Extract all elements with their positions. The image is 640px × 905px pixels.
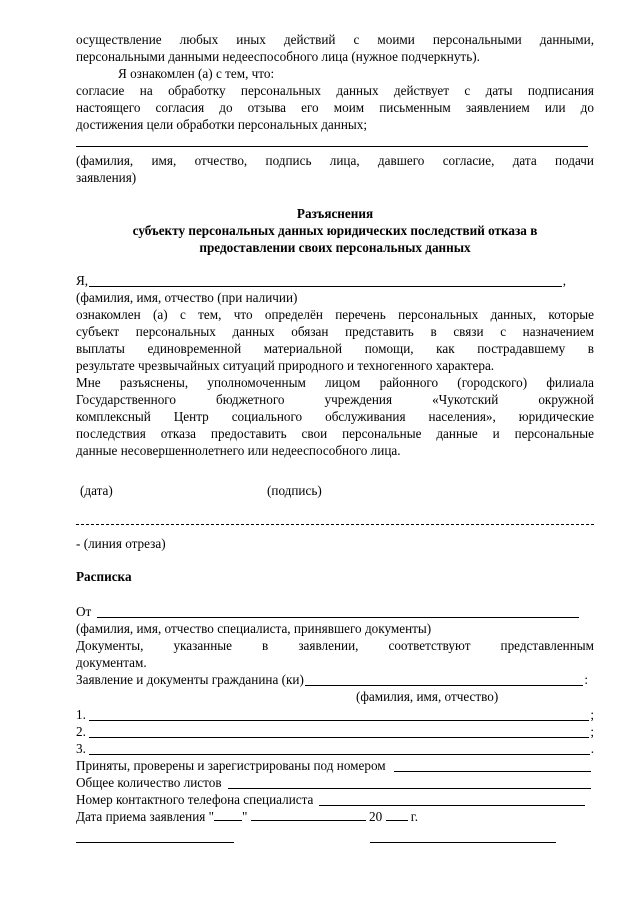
from-label: От: [76, 604, 92, 619]
doc-item-field[interactable]: [89, 708, 589, 721]
paragraph-line: Документы, указанные в заявлении, соответствуют представленным: [76, 638, 594, 653]
paragraph-line: достижения цели обработки персональных данных;: [76, 117, 368, 132]
registration-row: [76, 757, 592, 774]
paragraph-line: Я ознакомлен (а) с тем, что:: [118, 66, 275, 81]
specialist-signature-line[interactable]: [76, 842, 234, 843]
date-prefix: Дата приема заявления ": [76, 809, 215, 824]
citizen-label: Заявление и документы гражданина (ки): [76, 672, 304, 687]
fio-field[interactable]: [89, 274, 562, 287]
section-subtitle: субъекту персональных данных юридических последствий отказа в: [132, 223, 538, 238]
cut-line: [76, 524, 594, 525]
paragraph-line: осуществление любых иных действий с моими персональными данными,: [76, 32, 594, 47]
phone-label: Номер контактного телефона специалиста: [76, 792, 314, 807]
doc-item-number: 1.: [76, 707, 86, 722]
signature-label: (подпись): [267, 483, 322, 498]
specialist-name-line[interactable]: [370, 842, 556, 843]
doc-item-row: [76, 740, 594, 757]
doc-item-number: 2.: [76, 724, 86, 739]
paragraph-line: настоящего согласия до отзыва его моим письменным заявлением или до: [76, 100, 594, 115]
paragraph-line: данные несовершеннолетнего или недееспособного лица.: [76, 443, 401, 458]
citizen-caption: (фамилия, имя, отчество): [356, 689, 499, 704]
year-prefix: 20: [369, 809, 383, 824]
registration-number-field[interactable]: [394, 759, 591, 772]
caption-line: заявления): [76, 170, 137, 185]
date-label: (дата): [80, 483, 113, 498]
receipt-title: Расписка: [76, 569, 132, 584]
paragraph-line: последствия отказа предоставить свои персональные данные и персональные: [76, 426, 594, 441]
registration-label: Приняты, проверены и зарегистрированы под номером: [76, 758, 386, 773]
citizen-row: [76, 671, 588, 688]
fio-suffix: ,: [562, 273, 566, 288]
from-field[interactable]: [97, 605, 579, 618]
paragraph-line: комплексный Центр социального обслуживания населения», юридические: [76, 409, 594, 424]
day-field[interactable]: [214, 808, 242, 821]
date-mid: ": [242, 809, 248, 824]
paragraph-line: ознакомлен (а) с тем, что определён перечень персональных данных, которые: [76, 307, 594, 322]
sheets-label: Общее количество листов: [76, 775, 222, 790]
doc-item-field[interactable]: [89, 742, 590, 755]
paragraph-line: документам.: [76, 655, 147, 670]
paragraph-line: согласие на обработку персональных данных действует с даты подписания: [76, 83, 594, 98]
paragraph-line: персональными данными недееспособного лица (нужное подчеркнуть).: [76, 49, 480, 64]
phone-field[interactable]: [319, 793, 585, 806]
caption-line: (фамилия, имя, отчество, подпись лица, давшего согласие, дата подачи: [76, 153, 594, 168]
fio-prefix: Я,: [76, 273, 89, 288]
cut-line-label: - (линия отреза): [76, 536, 166, 551]
citizen-end: :: [584, 672, 588, 687]
year-field[interactable]: [386, 808, 408, 821]
doc-item-end: ;: [590, 707, 594, 722]
date-row: [76, 808, 594, 825]
signature-line: [76, 146, 588, 147]
section-subtitle: предоставлении своих персональных данных: [199, 240, 471, 255]
paragraph-line: субъект персональных данных обязан представить в связи с назначением: [76, 324, 594, 339]
year-suffix: г.: [410, 809, 419, 824]
sheets-row: [76, 774, 592, 791]
from-caption: (фамилия, имя, отчество специалиста, принявшего документы): [76, 621, 432, 636]
doc-item-end: ;: [590, 724, 594, 739]
fio-caption: (фамилия, имя, отчество (при наличии): [76, 290, 298, 305]
section-title: Разъяснения: [296, 206, 374, 221]
doc-item-number: 3.: [76, 741, 86, 756]
sheets-field[interactable]: [228, 776, 591, 789]
paragraph-line: результате чрезвычайных ситуаций природного и техногенного характера.: [76, 358, 495, 373]
citizen-field[interactable]: [305, 673, 583, 686]
doc-item-row: [76, 706, 594, 723]
paragraph-line: Государственного бюджетного учреждения «Чукотский окружной: [76, 392, 594, 407]
phone-row: [76, 791, 586, 808]
month-field[interactable]: [251, 808, 366, 821]
from-row: [76, 603, 580, 620]
paragraph-line: выплаты единовременной материальной помощи, как пострадавшему в: [76, 341, 594, 356]
doc-item-end: .: [590, 741, 594, 756]
paragraph-line: Мне разъяснены, уполномоченным лицом районного (городского) филиала: [76, 375, 594, 390]
doc-item-field[interactable]: [89, 725, 589, 738]
fio-row: [76, 272, 566, 289]
doc-item-row: [76, 723, 594, 740]
